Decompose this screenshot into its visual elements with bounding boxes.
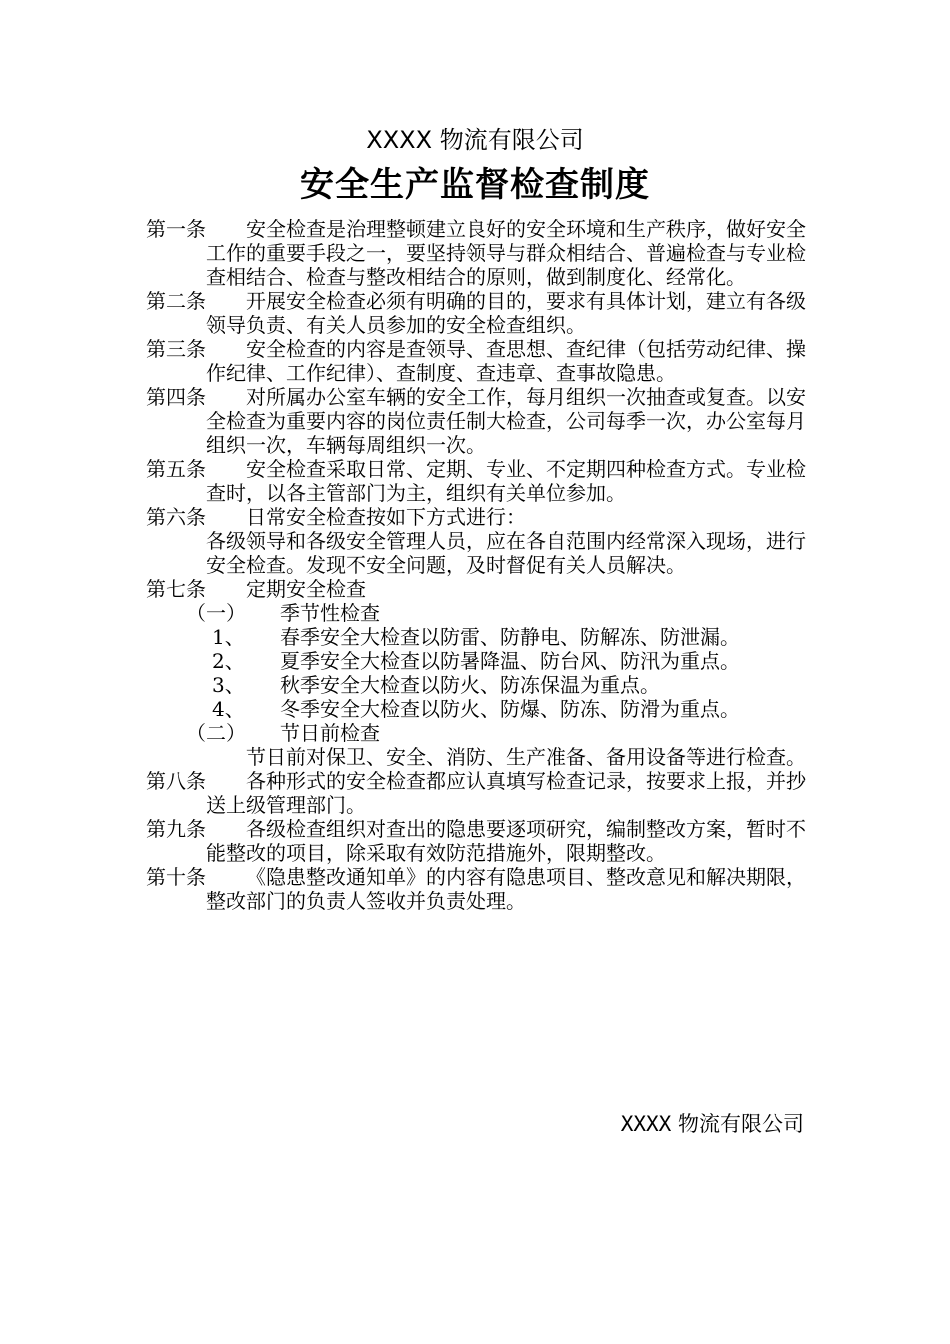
article-text: 开展安全检查必须有明确的目的，要求有具体计划，建立有各级领导负责、有关人员参加的安全检查组织。 [206,289,806,337]
signature-prefix: XXXX [620,1112,672,1136]
article-label: 第八条 [146,769,206,793]
article-6 [146,505,806,577]
article-text: 各级检查组织对查出的隐患要逐项研究，编制整改方案，暂时不能整改的项目，除采取有效防范措施外，限期整改。 [206,817,806,865]
article-1 [146,217,806,289]
article-text: 安全检查采取日常、定期、专业、不定期四种检查方式。专业检查时，以各主管部门为主，组织有关单位参加。 [206,457,806,505]
article-label: 第十条 [146,865,206,889]
article-label: 第一条 [146,217,206,241]
item-text: 春季安全大检查以防雷、防静电、防解冻、防泄漏。 [280,625,740,649]
item-number: 4、 [212,697,245,721]
article-2 [146,289,806,337]
article-8 [146,769,806,817]
document-title: 安全生产监督检查制度 [300,165,650,205]
item-number: 3、 [212,673,245,697]
item-text: 冬季安全大检查以防火、防爆、防冻、防滑为重点。 [280,697,740,721]
item-text: 夏季安全大检查以防暑降温、防台风、防汛为重点。 [280,649,740,673]
article-9 [146,817,806,865]
article-label: 第三条 [146,337,206,361]
list-item [146,625,806,649]
section-number: （一） [186,601,246,625]
article-10 [146,865,806,913]
article-4 [146,385,806,457]
holiday-check-heading [146,721,806,745]
article-text: 各种形式的安全检查都应认真填写检查记录，按要求上报，并抄送上级管理部门。 [206,769,806,817]
article-7 [146,577,806,601]
list-item [146,673,806,697]
article-label: 第二条 [146,289,206,313]
company-name-header: XXXX 物流有限公司 [366,126,584,154]
article-3 [146,337,806,385]
article-text: 日常安全检查按如下方式进行： [246,505,526,529]
signature-name: 物流有限公司 [671,1112,804,1136]
article-label: 第六条 [146,505,206,529]
list-item [146,697,806,721]
article-text: 安全检查是治理整顿建立良好的安全环境和生产秩序，做好安全工作的重要手段之一，要坚持领导与群众相结合、普遍检查与专业检查相结合、检查与整改相结合的原则，做到制度化、经常化。 [206,217,806,289]
article-label: 第九条 [146,817,206,841]
article-label: 第五条 [146,457,206,481]
section-number: （二） [186,721,246,745]
article-text: 安全检查的内容是查领导、查思想、查纪律（包括劳动纪律、操作纪律、工作纪律）、查制度、查违章、查事故隐患。 [206,337,806,385]
article-text: 对所属办公室车辆的安全工作，每月组织一次抽查或复查。以安全检查为重要内容的岗位责任制大检查，公司每季一次，办公室每月组织一次，车辆每周组织一次。 [206,385,806,457]
signature-company [621,1109,804,1139]
section-title: 季节性检查 [280,601,380,625]
article-6-subparagraph: 各级领导和各级安全管理人员，应在各自范围内经常深入现场，进行安全检查。发现不安全问题，及时督促有关人员解决。 [206,529,806,577]
list-item [146,649,806,673]
article-label: 第四条 [146,385,206,409]
article-5 [146,457,806,505]
article-text: 《隐患整改通知单》的内容有隐患项目、整改意见和解决期限，整改部门的负责人签收并负责处理。 [206,865,806,913]
item-number: 1、 [212,625,245,649]
article-label: 第七条 [146,577,206,601]
seasonal-check-heading [146,601,806,625]
section-title: 节日前检查 [280,721,380,745]
holiday-check-text: 节日前对保卫、安全、消防、生产准备、备用设备等进行检查。 [246,745,806,769]
article-text: 定期安全检查 [246,577,366,601]
item-number: 2、 [212,649,245,673]
document-body [146,217,806,913]
item-text: 秋季安全大检查以防火、防冻保温为重点。 [280,673,660,697]
